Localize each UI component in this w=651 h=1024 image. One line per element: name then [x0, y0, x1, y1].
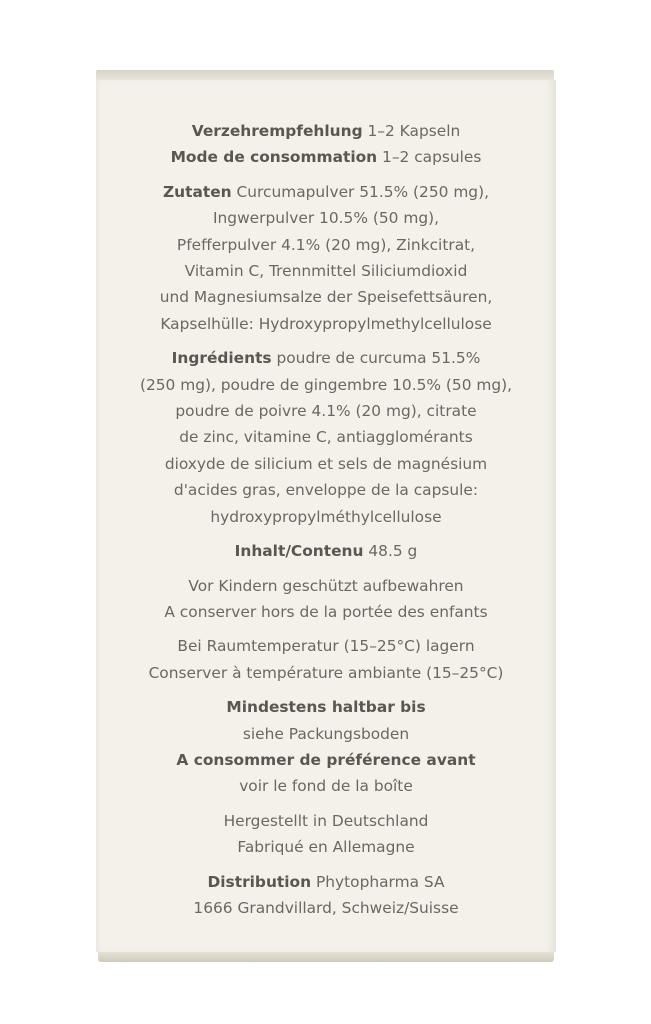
- ingredients-de-line: Vitamin C, Trennmittel Siliciumdioxid: [184, 262, 468, 281]
- best-before-fr-value: voir le fond de la boîte: [239, 777, 413, 796]
- ingredients-fr-line: dioxyde de silicium et sels de magnésium: [164, 454, 488, 473]
- dosage-de: Verzehrempfehlung 1–2 Kapseln: [191, 122, 461, 140]
- package-label-text: [110, 118, 542, 921]
- origin-fr: Fabriqué en Allemagne: [237, 838, 415, 857]
- distribution-line: Distribution Phytopharma SA: [207, 872, 445, 891]
- ingredients-de-line: Ingwerpulver 10.5% (50 mg),: [213, 209, 439, 228]
- storage-fr: Conserver à température ambiante (15–25°C): [148, 663, 504, 682]
- storage-de: Bei Raumtemperatur (15–25°C) lagern: [177, 637, 475, 656]
- children-warning-de: Vor Kindern geschützt aufbewahren: [188, 576, 464, 595]
- children-warning-fr: A conserver hors de la portée des enfants: [164, 602, 488, 621]
- content-weight: Inhalt/Contenu 48.5 g: [234, 542, 418, 561]
- distribution-address: 1666 Grandvillard, Schweiz/Suisse: [193, 898, 459, 917]
- ingredients-de-line: Kapselhülle: Hydroxypropylmethylcellulose: [160, 314, 492, 333]
- ingredients-de-line: Zutaten Curcumapulver 51.5% (250 mg),: [163, 182, 489, 201]
- ingredients-fr-line: poudre de poivre 4.1% (20 mg), citrate: [175, 402, 477, 421]
- best-before-fr-label: A consommer de préférence avant: [176, 750, 476, 769]
- dosage-fr: Mode de consommation 1–2 capsules: [170, 148, 482, 167]
- ingredients-fr-line: de zinc, vitamine C, antiagglomérants: [179, 428, 473, 447]
- ingredients-de-line: und Magnesiumsalze der Speisefettsäuren,: [159, 288, 493, 307]
- ingredients-fr-line: Ingrédients poudre de curcuma 51.5%: [171, 349, 481, 368]
- box-bottom-edge: [98, 952, 554, 962]
- origin-de: Hergestellt in Deutschland: [223, 811, 429, 830]
- ingredients-fr-line: d'acides gras, enveloppe de la capsule:: [173, 481, 479, 500]
- ingredients-fr-line: (250 mg), poudre de gingembre 10.5% (50 mg),: [139, 375, 513, 394]
- ingredients-fr-line: hydroxypropylméthylcellulose: [210, 507, 442, 526]
- best-before-de-label: Mindestens haltbar bis: [226, 698, 426, 717]
- best-before-de-value: siehe Packungsboden: [242, 724, 410, 743]
- ingredients-de-line: Pfefferpulver 4.1% (20 mg), Zinkcitrat,: [176, 235, 476, 254]
